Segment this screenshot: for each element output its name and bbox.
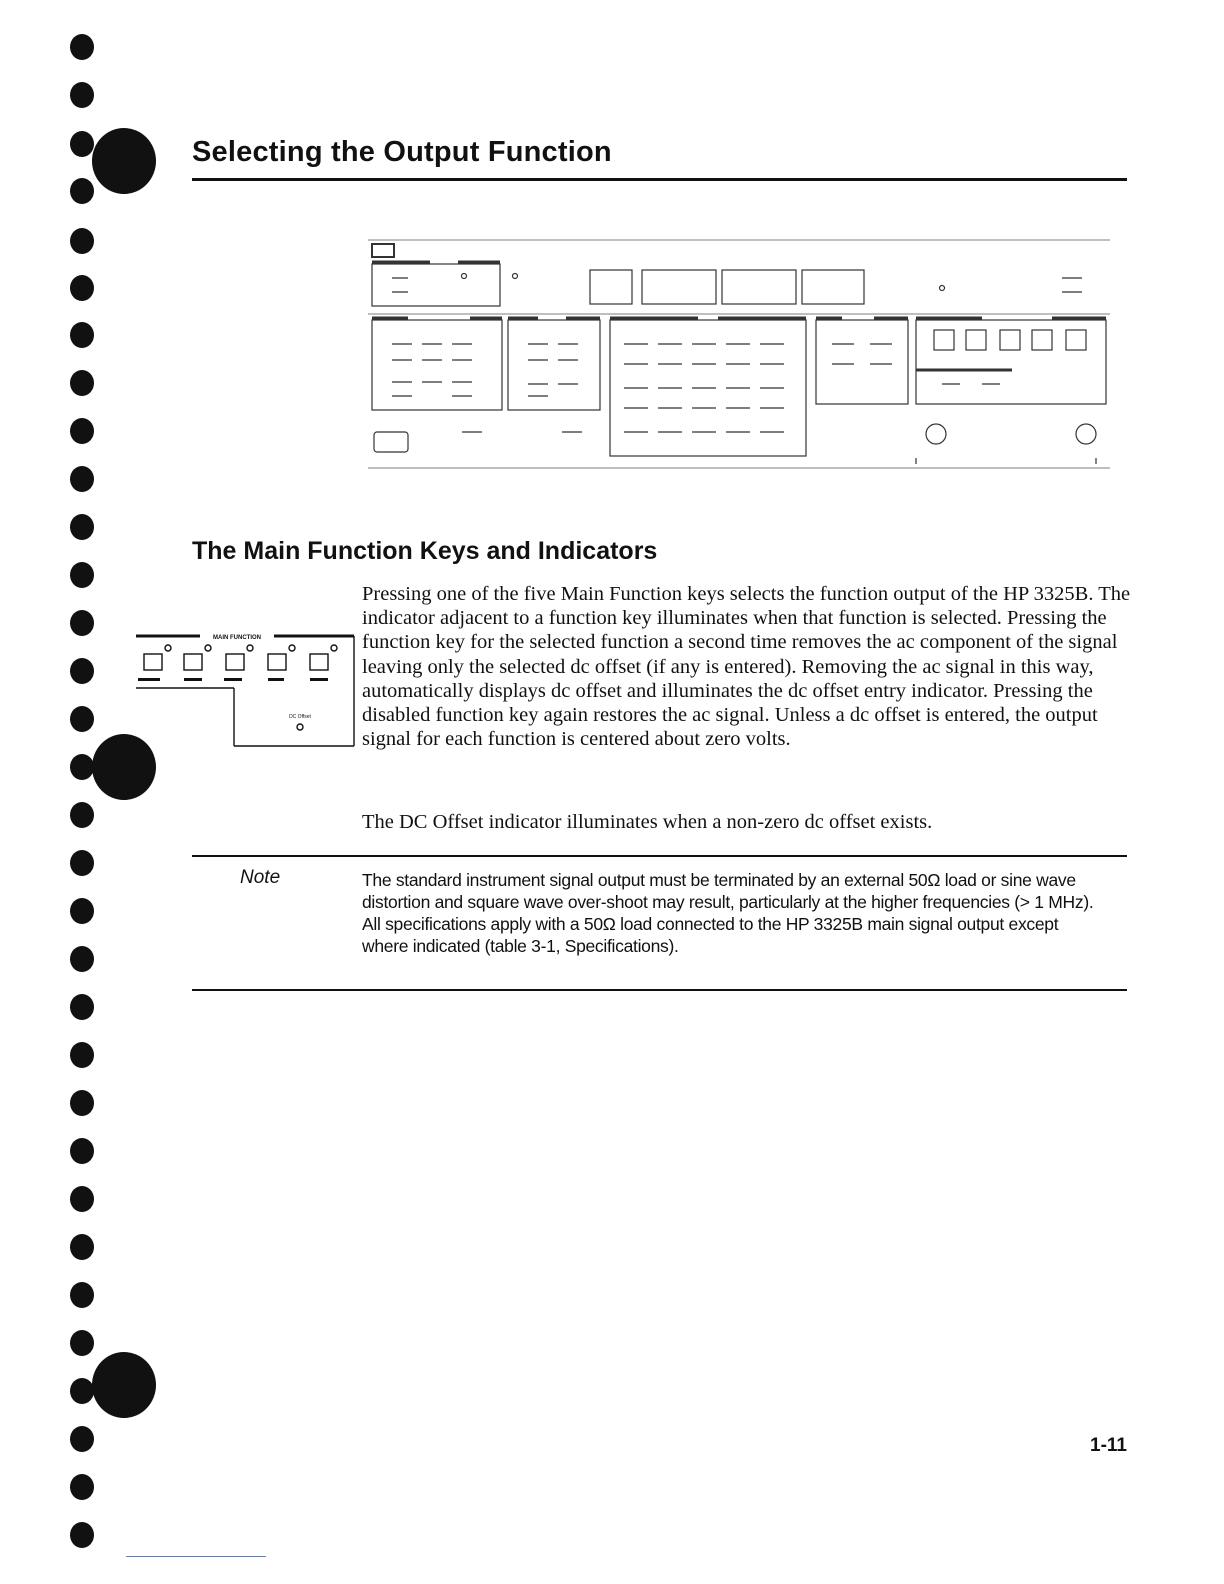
section-heading: The Main Function Keys and Indicators	[192, 537, 658, 565]
paragraph-dc-offset: The DC Offset indicator illuminates when a non-zero dc offset exists.	[362, 811, 933, 833]
title-rule	[192, 178, 1127, 181]
page-number: 1-11	[1090, 1435, 1127, 1456]
footer-line	[126, 1556, 266, 1557]
page-title: Selecting the Output Function	[192, 136, 612, 168]
front-panel-illustration	[362, 236, 1122, 472]
body-text-dc-offset	[362, 810, 1132, 834]
inset-title: MAIN FUNCTION	[213, 635, 261, 641]
note-label: Note	[240, 867, 281, 888]
note-text: The standard instrument signal output must be terminated by an external 50Ω load or sine wave distortion and square wave over-shoot may result, particularly at the higher frequencies (> 1 MHz). All specifications apply with a 50Ω load connected to the HP 3325B main signal output except where indicated (table 3-1, Specifications).	[362, 870, 1094, 956]
main-function-panel-inset	[134, 628, 356, 750]
paragraph-main-function: Pressing one of the five Main Function keys selects the function output of the HP 3325B. The indicator adjacent to a function key illuminates when that function is selected. Pressing the function key for the selected function a second time removes the ac component of the signal leaving only the selected dc offset (if any is entered). Removing the ac signal in this way, automatically displays dc offset and illuminates the dc offset entry indicator. Pressing the disabled function key again restores the ac signal. Unless a dc offset is entered, the output signal for each function is centered about zero volts.	[362, 583, 1131, 751]
note-top-rule	[192, 855, 1127, 857]
body-text	[362, 582, 1132, 751]
inset-indicator-label: DC Offset	[289, 714, 311, 720]
note-bottom-rule	[192, 989, 1127, 991]
